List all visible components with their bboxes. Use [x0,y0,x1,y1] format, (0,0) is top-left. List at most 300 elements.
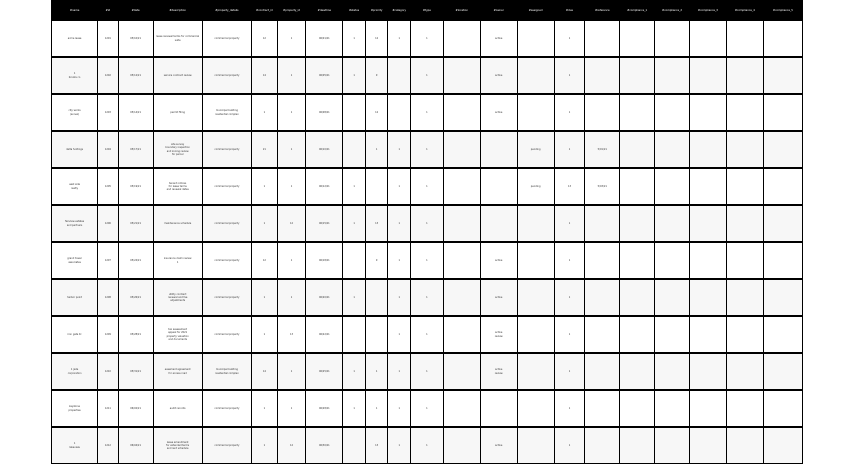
table-cell: 1211 [98,390,119,427]
table-cell: 1 [554,131,585,168]
table-cell: 21 [252,131,278,168]
column-header[interactable]: #compliance_5 [763,1,802,21]
table-cell: commercial property [202,427,251,464]
column-header[interactable]: #description [153,1,202,21]
table-cell: 06/20/21 [306,279,343,316]
table-cell: commercial property [202,20,251,57]
table-cell: commercial property [202,242,251,279]
table-cell [655,205,690,242]
table-cell: 13 [277,316,306,353]
table-cell: city works (annex) [52,94,98,131]
table-cell: active review [480,316,517,353]
table-cell: lease renewal terms for commercial suite [153,20,202,57]
table-cell: 06/30/21 [306,427,343,464]
column-header[interactable]: #category [388,1,411,21]
table-cell [689,168,726,205]
table-cell: 1201 [98,20,119,57]
table-cell: 06/12/21 [306,168,343,205]
table-cell [726,57,763,94]
table-cell: 05/12/21 [118,57,153,94]
table-cell [517,242,554,279]
table-cell: 1 [410,168,443,205]
table-cell: 1 [388,427,411,464]
table-cell: acme lease [52,20,98,57]
table-cell: 1 [388,353,411,390]
table-cell [689,20,726,57]
table-cell: service contract review [153,57,202,94]
table-cell: active [480,94,517,131]
table-cell: active [480,57,517,94]
table-cell: 1 lakeview [52,427,98,464]
column-header[interactable]: #location [443,1,480,21]
table-cell: iron gate llc [52,316,98,353]
table-row [52,168,803,205]
table-cell [763,427,802,464]
table-cell: 1 [388,242,411,279]
table-row [52,427,803,464]
table-cell: 05/10/21 [118,20,153,57]
table-cell [689,94,726,131]
table-cell [689,279,726,316]
table-cell: 06/02/21 [118,390,153,427]
table-cell [585,242,620,279]
table-cell [620,20,655,57]
table-cell: 1 [388,279,411,316]
table-cell [620,131,655,168]
table-cell: keystone properties [52,390,98,427]
table-cell [726,20,763,57]
table-cell: 06/22/21 [306,316,343,353]
table-cell [585,279,620,316]
column-header[interactable]: #assigned [517,1,554,21]
table-cell [689,353,726,390]
table-cell: 14 [252,57,278,94]
table-cell [343,316,366,353]
table-cell: 12 [365,94,388,131]
table-cell [620,279,655,316]
table-cell: 12 [365,20,388,57]
table-cell: pending [517,131,554,168]
table-row [52,390,803,427]
table-cell [388,57,411,94]
table-cell [763,279,802,316]
table-cell: 1 [554,57,585,94]
table-cell: east side realty [52,168,98,205]
table-cell: tenant notices for lease terms and renewal dates [153,168,202,205]
table-cell: 1204 [98,131,119,168]
table-cell [655,353,690,390]
table-cell [388,94,411,131]
table-cell: active [480,242,517,279]
table-cell: delta holdings [52,131,98,168]
table-cell [443,20,480,57]
table-cell [689,427,726,464]
table-cell: 1 [343,353,366,390]
table-cell [585,20,620,57]
table-cell: municipal building residential complex [202,94,251,131]
table-cell: 1 [277,279,306,316]
table-cell [517,427,554,464]
table-cell: 1 [410,20,443,57]
table-cell [763,242,802,279]
table-cell [443,131,480,168]
table-cell [689,205,726,242]
table-cell [655,390,690,427]
table-cell: audit records [153,390,202,427]
table-cell: lease amendment for extended terms and rent schedule [153,427,202,464]
table-cell [620,316,655,353]
table-cell [585,427,620,464]
table-cell [763,205,802,242]
column-header[interactable]: #compliance_4 [726,1,763,21]
column-header[interactable]: #type [410,1,443,21]
table-cell: 1 [410,57,443,94]
table-cell [443,353,480,390]
table-cell: 1 brooks co [52,57,98,94]
table-cell: 1 [365,390,388,427]
column-header[interactable]: #owner [480,1,517,21]
table-row [52,57,803,94]
table-cell: 5/03/21 [585,168,620,205]
table-cell [343,427,366,464]
table-cell: 13 [554,168,585,205]
table-cell: 1212 [98,427,119,464]
table-cell: pending [517,168,554,205]
table-cell: 13 [365,205,388,242]
column-header[interactable]: #compliance_1 [620,1,655,21]
table-cell: active [480,20,517,57]
table-cell: grand tower associates [52,242,98,279]
table-cell [443,427,480,464]
table-cell: 1 jade corporation [52,353,98,390]
table-cell [726,390,763,427]
table-cell: 06/04/21 [118,427,153,464]
table-cell [620,390,655,427]
column-header[interactable]: #date [118,1,153,21]
table-cell [620,242,655,279]
table-cell: commercial property [202,57,251,94]
table-cell: 1 [365,131,388,168]
table-cell: 05/28/21 [118,316,153,353]
table-cell [620,205,655,242]
table-cell [517,205,554,242]
table-cell [365,279,388,316]
table-cell [726,279,763,316]
table-cell: 1 [277,168,306,205]
table-cell: 1 [252,316,278,353]
table-row [52,20,803,57]
table-cell [585,316,620,353]
table-cell [620,427,655,464]
column-header[interactable]: #deadline [306,1,343,21]
table-cell [655,427,690,464]
table-cell [763,94,802,131]
table-cell: 1 [388,131,411,168]
table-cell [655,94,690,131]
table-cell: active [480,427,517,464]
table-cell: 1 [554,390,585,427]
table-cell [517,390,554,427]
table-cell: 14 [252,353,278,390]
table-cell [655,168,690,205]
table-cell: 1 [343,279,366,316]
column-header[interactable]: #contract_id [252,1,278,21]
table-row [52,94,803,131]
table-cell: 05/26/21 [118,279,153,316]
table-cell: 1 [410,427,443,464]
table-cell [620,57,655,94]
table-cell: 05/17/21 [118,131,153,168]
table-cell: 1 [252,168,278,205]
table-cell: 12 [277,427,306,464]
table-cell [763,131,802,168]
table-cell: commercial property [202,131,251,168]
table-cell [726,131,763,168]
table-cell [763,57,802,94]
table-cell: 05/19/21 [118,168,153,205]
table-cell: 1 [277,390,306,427]
table-cell: 1 [410,390,443,427]
table-cell [655,279,690,316]
table-cell [620,94,655,131]
table-cell: 06/01/21 [306,20,343,57]
table-cell: 1 [410,94,443,131]
table-cell: commercial property [202,279,251,316]
table-cell: 1 [277,353,306,390]
table-cell [585,205,620,242]
table-cell: 1 [554,205,585,242]
table-cell: 1 [554,94,585,131]
table-cell [585,353,620,390]
table-cell: 1205 [98,168,119,205]
table-cell [620,353,655,390]
table-cell: 1 [388,316,411,353]
table-cell [517,94,554,131]
table-cell [763,20,802,57]
table-cell [585,94,620,131]
table-cell [443,57,480,94]
table-cell: 1 [410,242,443,279]
table-row [52,131,803,168]
table-cell [763,353,802,390]
table-cell: commercial property [202,205,251,242]
table-cell [443,316,480,353]
column-header[interactable]: #property_details [202,1,251,21]
table-cell [726,427,763,464]
table-cell: 1 [554,427,585,464]
table-row [52,242,803,279]
table-cell: 1210 [98,353,119,390]
records-table [51,0,803,464]
table-cell: active review [480,353,517,390]
table-cell: insurance claim review 1 [153,242,202,279]
column-header[interactable]: #id [98,1,119,21]
table-cell: 1 [277,94,306,131]
table-cell: municipal building residential complex [202,353,251,390]
table-cell [480,390,517,427]
table-cell: 1 [554,353,585,390]
table-cell: 9 [365,242,388,279]
table-cell [343,242,366,279]
table-cell: 1 [388,20,411,57]
table-cell [480,131,517,168]
table-cell: 1 [277,20,306,57]
table-cell: 1 [277,131,306,168]
table-cell: 06/28/21 [306,390,343,427]
table-cell [655,57,690,94]
table-cell: 1 [388,205,411,242]
table-cell: 1 [410,131,443,168]
table-cell: 12 [252,20,278,57]
table-cell [517,316,554,353]
table-cell [343,94,366,131]
table-cell: fairview estates and partners [52,205,98,242]
table-cell [763,316,802,353]
table-cell [443,390,480,427]
table-cell: 1 [277,57,306,94]
table-cell [443,168,480,205]
table-cell [365,168,388,205]
table-cell [689,390,726,427]
table-cell: 05/14/21 [118,94,153,131]
table-row [52,279,803,316]
table-cell [517,279,554,316]
table-header-row [52,1,803,21]
table-cell: 1 [410,279,443,316]
table-cell: 1 [252,427,278,464]
table-cell: 06/10/21 [306,131,343,168]
table-cell: active [480,279,517,316]
table-cell [655,20,690,57]
table-cell: 1209 [98,316,119,353]
table-cell [689,242,726,279]
table-cell [726,242,763,279]
table-row [52,353,803,390]
table-cell [726,353,763,390]
column-header[interactable]: #property_id [277,1,306,21]
table-cell [443,279,480,316]
table-cell [655,131,690,168]
table-cell: 06/25/21 [306,353,343,390]
table-cell: 1 [554,20,585,57]
table-cell [655,242,690,279]
column-header[interactable]: #status [343,1,366,21]
table-cell: 12 [277,205,306,242]
table-cell [517,57,554,94]
table-cell [763,390,802,427]
column-header[interactable]: #due [554,1,585,21]
table-cell [585,390,620,427]
table-cell: 1 [252,94,278,131]
table-cell: 05/24/21 [118,242,153,279]
table-cell: 12 [252,242,278,279]
table-cell [763,168,802,205]
table-cell [443,94,480,131]
table-cell [726,94,763,131]
table-cell [443,205,480,242]
table-cell: 1 [365,353,388,390]
table-cell [655,316,690,353]
column-header[interactable]: #reference [585,1,620,21]
table-cell: 9 [365,57,388,94]
table-cell [517,20,554,57]
table-cell: utility contract renewal and fee adjustments [153,279,202,316]
table-cell: 1208 [98,279,119,316]
table-cell: 1 [343,57,366,94]
table-cell: 05/21/21 [118,205,153,242]
table-cell: 1 [277,242,306,279]
table-cell [365,316,388,353]
table-cell: 13 [365,427,388,464]
table-cell: harbor point [52,279,98,316]
table-cell [343,131,366,168]
table-cell [689,57,726,94]
column-header[interactable]: #compliance_2 [655,1,690,21]
table-row [52,205,803,242]
table-cell: site survey boundary inspection and zoning review for parcel [153,131,202,168]
table-cell: 1 [343,390,366,427]
table-cell [689,131,726,168]
table-cell [620,168,655,205]
column-header[interactable]: #priority [365,1,388,21]
table-cell: 06/08/21 [306,94,343,131]
table-cell: 1203 [98,94,119,131]
table-cell: 1 [554,279,585,316]
table-row [52,316,803,353]
table-cell [517,353,554,390]
table-cell [726,316,763,353]
table-cell [480,205,517,242]
table-cell: 1207 [98,242,119,279]
table-cell: 1 [410,353,443,390]
column-header[interactable]: #compliance_3 [689,1,726,21]
table-cell [443,242,480,279]
table-cell: 1 [252,205,278,242]
table-cell [726,205,763,242]
table-cell: 1 [554,316,585,353]
table-cell: 1202 [98,57,119,94]
table-cell: 1 [343,168,366,205]
table-cell: maintenance schedule [153,205,202,242]
table-cell: tax assessment appeal for 2021 property valuation and documents [153,316,202,353]
table-cell: easement agreement for access road [153,353,202,390]
table-cell: 1 [554,242,585,279]
table-cell: 1 [410,205,443,242]
table-cell: 1 [388,168,411,205]
table-cell: 06/15/21 [306,205,343,242]
table-cell: 06/18/21 [306,242,343,279]
table-cell: 06/05/21 [306,57,343,94]
table-cell [689,316,726,353]
table-cell: 1206 [98,205,119,242]
table-cell: 5/01/21 [585,131,620,168]
table-cell: 1 [410,316,443,353]
column-header[interactable]: #name [52,1,98,21]
table-cell [480,168,517,205]
table-cell: 1 [343,20,366,57]
table-cell: commercial property [202,316,251,353]
table-cell [726,168,763,205]
table-cell: commercial property [202,168,251,205]
table-cell: 1 [388,390,411,427]
table-cell: 1 [343,205,366,242]
table-cell: 1 [252,279,278,316]
table-cell: commercial property [202,390,251,427]
table-cell: 05/31/21 [118,353,153,390]
table-cell [585,57,620,94]
table-cell: 1 [252,390,278,427]
table-cell: permit filing [153,94,202,131]
